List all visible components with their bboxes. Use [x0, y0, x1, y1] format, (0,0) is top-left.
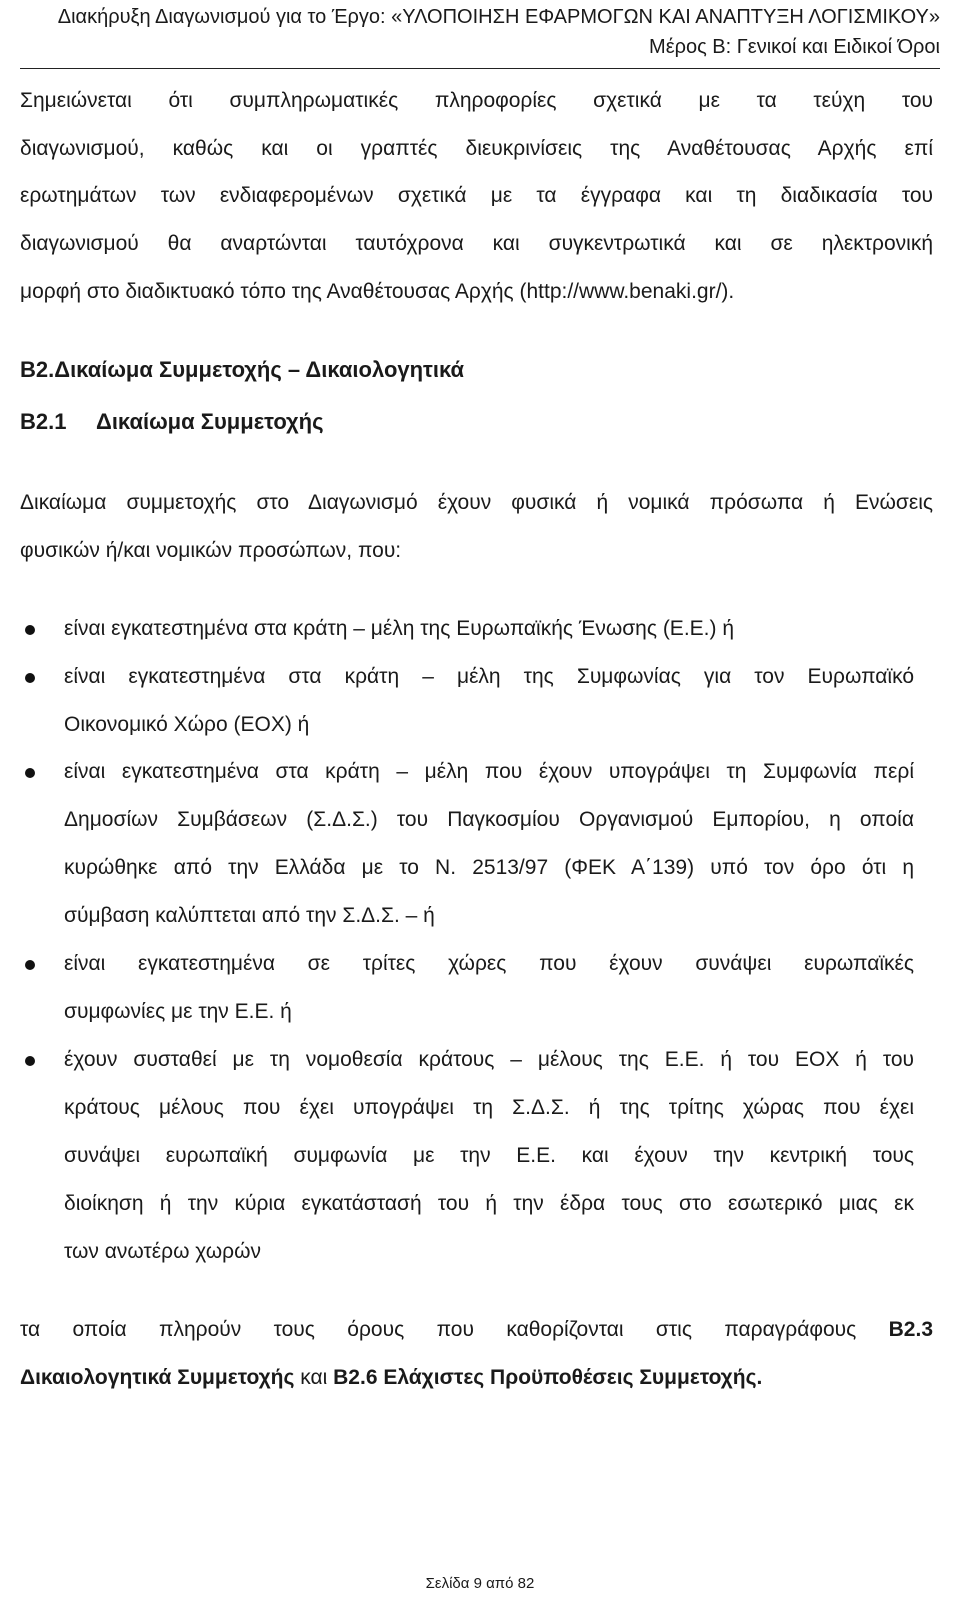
eligibility-paragraph-line: Δικαίωμα συμμετοχής στο Διαγωνισμό έχουν φυσικά ή νομικά πρόσωπα ή Ενώσεις [20, 491, 933, 514]
bullet-item-line: Δημοσίων Συμβάσεων (Σ.Δ.Σ.) του Παγκοσμίου Οργανισμού Εμπορίου, η οποία [64, 808, 914, 831]
closing-text: τα οποία πληρούν τους όρους που καθορίζονται στις παραγράφους [20, 1318, 857, 1341]
bullet-icon [25, 673, 35, 683]
subsection-heading [20, 407, 324, 437]
header-part-title: Μέρος Β: Γενικοί και Ειδικοί Όροι [649, 36, 940, 58]
bullet-item-line: είναι εγκατεστημένα σε τρίτες χώρες που έχουν συνάψει ευρωπαϊκές [64, 952, 914, 975]
intro-line: μορφή στο διαδικτυακό τόπο της Αναθέτουσας Αρχής (http://www.benaki.gr/). [20, 280, 735, 303]
bullet-item-line: είναι εγκατεστημένα στα κράτη – μέλη που έχουν υπογράψει τη Συμφωνία περί [64, 760, 914, 783]
bullet-item-line: διοίκηση ή την κύρια εγκατάστασή του ή την έδρα τους στο εσωτερικό μιας εκ [64, 1192, 914, 1215]
closing-reference: Β2.3 [888, 1318, 933, 1341]
subsection-number: B2.1 [20, 409, 67, 434]
eligibility-paragraph-line: φυσικών ή/και νομικών προσώπων, που: [20, 539, 402, 562]
bullet-item-line: είναι εγκατεστημένα στα κράτη – μέλη της Ευρωπαϊκής Ένωσης (Ε.Ε.) ή [64, 617, 735, 640]
section-number: B2. [20, 357, 55, 382]
header-document-title: Διακήρυξη Διαγωνισμού για το Έργο: «ΥΛΟΠΟΙΗΣΗ ΕΦΑΡΜΟΓΩΝ ΚΑΙ ΑΝΑΠΤΥΞΗ ΛΟΓΙΣΜΙΚΟΥ» [57, 6, 940, 28]
section-title: Δικαίωμα Συμμετοχής – Δικαιολογητικά [54, 357, 465, 382]
closing-reference: Β2.6 Ελάχιστες Προϋποθέσεις Συμμετοχής. [333, 1366, 763, 1389]
closing-line [20, 1315, 933, 1345]
page-header [20, 2, 940, 69]
bullet-icon [25, 1056, 35, 1066]
bullet-item-line: έχουν συσταθεί με τη νομοθεσία κράτους – μέλους της Ε.Ε. ή του ΕΟΧ ή του [64, 1048, 914, 1071]
closing-conjunction: και [294, 1366, 334, 1389]
bullet-item-line: είναι εγκατεστημένα στα κράτη – μέλη της Συμφωνίας για τον Ευρωπαϊκό [64, 665, 914, 688]
intro-line: διαγωνισμού, καθώς και οι γραπτές διευκρινίσεις της Αναθέτουσας Αρχής επί [20, 137, 933, 160]
intro-line: διαγωνισμού θα αναρτώνται ταυτόχρονα και συγκεντρωτικά και σε ηλεκτρονική [20, 232, 933, 255]
bullet-item-line: συνάψει ευρωπαϊκή συμφωνία με την Ε.Ε. και έχουν την κεντρική τους [64, 1144, 914, 1167]
closing-reference: Δικαιολογητικά Συμμετοχής [20, 1366, 295, 1389]
bullet-item-line: συμφωνίες με την Ε.Ε. ή [64, 1000, 292, 1023]
page-number: Σελίδα 9 από 82 [425, 1575, 535, 1592]
bullet-item-line: κυρώθηκε από την Ελλάδα με το Ν. 2513/97 (ΦΕΚ Α΄139) υπό τον όρο ότι η [64, 856, 914, 879]
bullet-item-line: των ανωτέρω χωρών [64, 1240, 261, 1263]
bullet-item-line: κράτους μέλους που έχει υπογράψει τη Σ.Δ.Σ. ή της τρίτης χώρας που έχει [64, 1096, 914, 1119]
closing-line [20, 1363, 933, 1393]
bullet-icon [25, 960, 35, 970]
section-heading [20, 355, 464, 385]
bullet-icon [25, 625, 35, 635]
bullet-icon [25, 768, 35, 778]
intro-line: ερωτημάτων των ενδιαφερομένων σχετικά με τα έγγραφα και τη διαδικασία του [20, 184, 933, 207]
bullet-item-line: Οικονομικό Χώρο (ΕΟΧ) ή [64, 713, 310, 736]
subsection-title: Δικαίωμα Συμμετοχής [96, 409, 324, 434]
bullet-item-line: σύμβαση καλύπτεται από την Σ.Δ.Σ. – ή [64, 904, 435, 927]
intro-line: Σημειώνεται ότι συμπληρωματικές πληροφορίες σχετικά με τα τεύχη του [20, 89, 933, 112]
